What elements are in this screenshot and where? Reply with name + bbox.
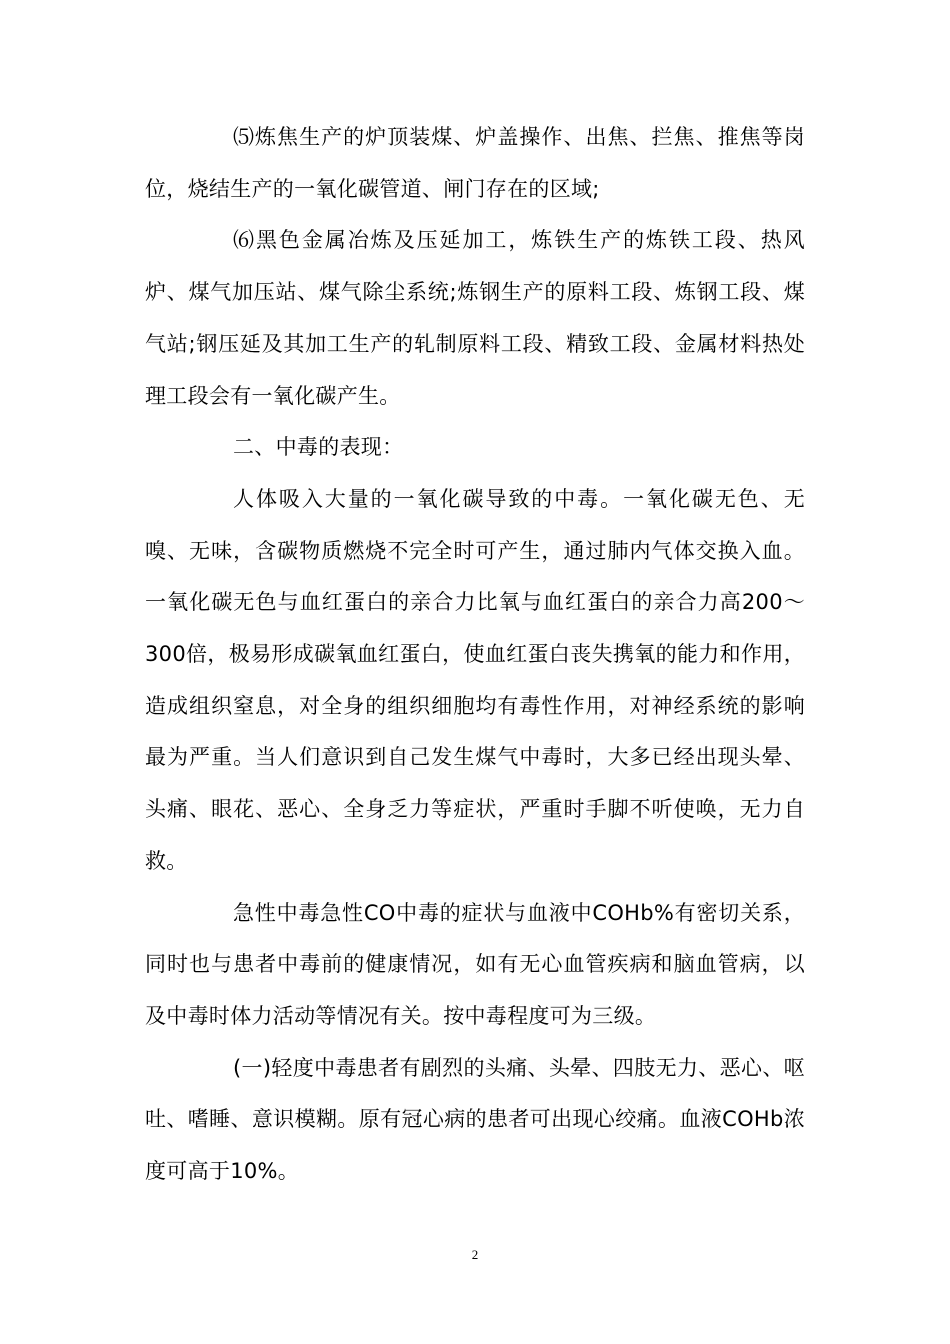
paragraph-ferrous-metallurgy: ⑹黑色金属冶炼及压延加工，炼铁生产的炼铁工段、热风炉、煤气加压站、煤气除尘系统;炼钢生产的原料工段、炼钢工段、煤气站;钢压延及其加工生产的轧制原料工段、精致工段、金属材料热处理工段会有一氧化碳产生。 bbox=[145, 228, 805, 408]
section-heading-symptoms: 二、中毒的表现： bbox=[233, 435, 404, 460]
paragraph-coking-sintering: ⑸炼焦生产的炉顶装煤、炉盖操作、出焦、拦焦、推焦等岗位，烧结生产的一氧化碳管道、闸门存在的区域; bbox=[145, 125, 805, 201]
paragraph-poisoning-mechanism: 人体吸入大量的一氧化碳导致的中毒。一氧化碳无色、无嗅、无味，含碳物质燃烧不完全时可产生，通过肺内气体交换入血。一氧化碳无色与血红蛋白的亲合力比氧与血红蛋白的亲合力高200～300倍，极易形成碳氧血红蛋白，使血红蛋白丧失携氧的能力和作用，造成组织窒息，对全身的组织细胞均有毒性作用，对神经系统的影响最为严重。当人们意识到自己发生煤气中毒时，大多已经出现头晕、头痛、眼花、恶心、全身乏力等症状，严重时手脚不听使唤，无力自救。 bbox=[145, 486, 805, 873]
page-number: 2 bbox=[471, 1247, 479, 1262]
paragraph-acute-poisoning: 急性中毒急性CO中毒的症状与血液中COHb%有密切关系，同时也与患者中毒前的健康情况，如有无心血管疾病和脑血管病，以及中毒时体力活动等情况有关。按中毒程度可为三级。 bbox=[145, 900, 805, 1028]
paragraph-mild-poisoning: (一)轻度中毒患者有剧烈的头痛、头晕、四肢无力、恶心、呕吐、嗜睡、意识模糊。原有冠心病的患者可出现心绞痛。血液COHb浓度可高于10%。 bbox=[145, 1055, 805, 1184]
document-body bbox=[145, 112, 805, 1198]
